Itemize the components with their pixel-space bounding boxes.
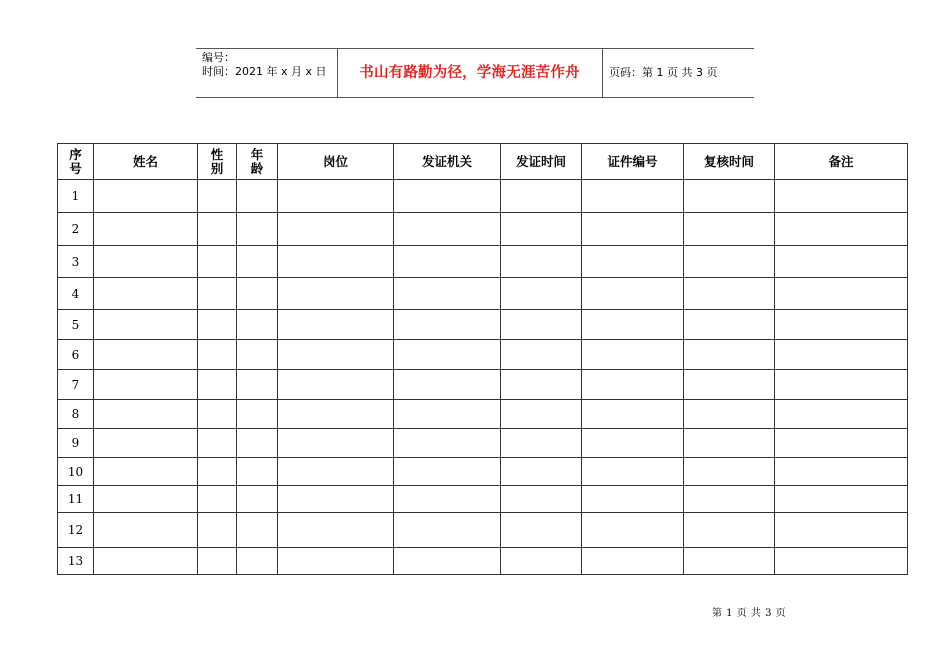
table-cell[interactable] <box>775 180 908 213</box>
row-number: 9 <box>58 429 94 458</box>
table-cell[interactable] <box>237 180 278 213</box>
table-header-row <box>58 144 908 180</box>
table-cell[interactable] <box>94 246 198 278</box>
table-cell[interactable] <box>684 278 775 310</box>
row-number: 1 <box>58 180 94 213</box>
row-number: 7 <box>58 370 94 400</box>
table-row <box>58 246 908 278</box>
table-cell[interactable] <box>501 340 582 370</box>
table-cell[interactable] <box>684 429 775 458</box>
header-meta <box>202 51 327 79</box>
table-cell[interactable] <box>237 486 278 513</box>
table-cell[interactable] <box>198 180 237 213</box>
table-cell[interactable] <box>582 180 684 213</box>
table-cell[interactable] <box>775 548 908 575</box>
table-cell[interactable] <box>394 486 501 513</box>
table-row <box>58 429 908 458</box>
table-cell[interactable] <box>394 370 501 400</box>
table-cell[interactable] <box>198 486 237 513</box>
column-header-text: 序 号 <box>69 146 82 176</box>
table-cell[interactable] <box>582 458 684 486</box>
table-cell[interactable] <box>198 370 237 400</box>
column-header-position: 岗位 <box>278 144 394 180</box>
table-cell[interactable] <box>394 548 501 575</box>
table-cell[interactable] <box>198 429 237 458</box>
table-cell[interactable] <box>501 458 582 486</box>
table-cell[interactable] <box>582 278 684 310</box>
table-cell[interactable] <box>237 429 278 458</box>
table-cell[interactable] <box>582 400 684 429</box>
table-cell[interactable] <box>94 213 198 246</box>
page-footer: 第 1 页 共 3 页 <box>712 608 787 619</box>
table-cell[interactable] <box>501 278 582 310</box>
table-cell[interactable] <box>278 370 394 400</box>
table-cell[interactable] <box>684 246 775 278</box>
table-cell[interactable] <box>198 213 237 246</box>
column-header-age <box>237 144 278 180</box>
table-cell[interactable] <box>278 246 394 278</box>
table-cell[interactable] <box>237 213 278 246</box>
table-cell[interactable] <box>237 340 278 370</box>
table-cell[interactable] <box>501 370 582 400</box>
table-cell[interactable] <box>582 213 684 246</box>
table-row <box>58 548 908 575</box>
table-cell[interactable] <box>198 513 237 548</box>
table-cell[interactable] <box>394 246 501 278</box>
table-cell[interactable] <box>198 458 237 486</box>
table-cell[interactable] <box>278 278 394 310</box>
table-cell[interactable] <box>775 370 908 400</box>
column-header-certificate-number: 证件编号 <box>582 144 684 180</box>
row-number: 2 <box>58 213 94 246</box>
table-cell[interactable] <box>582 548 684 575</box>
table-row <box>58 340 908 370</box>
header-motto: 书山有路勤为径，学海无涯苦作舟 <box>359 65 580 81</box>
header-divider <box>602 49 603 97</box>
table-cell[interactable] <box>684 370 775 400</box>
row-number: 6 <box>58 340 94 370</box>
table-cell[interactable] <box>94 278 198 310</box>
column-header-review-date: 复核时间 <box>684 144 775 180</box>
table-cell[interactable] <box>394 278 501 310</box>
table-cell[interactable] <box>582 370 684 400</box>
table-cell[interactable] <box>237 370 278 400</box>
table-cell[interactable] <box>94 429 198 458</box>
table-cell[interactable] <box>775 340 908 370</box>
table-cell[interactable] <box>501 213 582 246</box>
table-cell[interactable] <box>775 429 908 458</box>
table-cell[interactable] <box>394 458 501 486</box>
table-cell[interactable] <box>582 486 684 513</box>
table-cell[interactable] <box>278 458 394 486</box>
table-row <box>58 400 908 429</box>
table-row <box>58 180 908 213</box>
table-row <box>58 513 908 548</box>
table-cell[interactable] <box>278 486 394 513</box>
table-row <box>58 486 908 513</box>
table-cell[interactable] <box>394 180 501 213</box>
table-cell[interactable] <box>582 340 684 370</box>
table-cell[interactable] <box>278 180 394 213</box>
table-cell[interactable] <box>198 340 237 370</box>
column-header-text: 性 别 <box>210 146 224 176</box>
table-cell[interactable] <box>198 310 237 340</box>
table-cell[interactable] <box>278 213 394 246</box>
table-cell[interactable] <box>94 400 198 429</box>
table-cell[interactable] <box>684 310 775 340</box>
table-cell[interactable] <box>394 400 501 429</box>
table-cell[interactable] <box>94 548 198 575</box>
table-cell[interactable] <box>775 310 908 340</box>
table-row <box>58 370 908 400</box>
table-cell[interactable] <box>394 429 501 458</box>
column-header-gender <box>198 144 237 180</box>
table-cell[interactable] <box>198 246 237 278</box>
table-cell[interactable] <box>237 548 278 575</box>
table-body <box>58 180 908 575</box>
table-cell[interactable] <box>684 513 775 548</box>
row-number: 10 <box>58 458 94 486</box>
table-cell[interactable] <box>501 486 582 513</box>
row-number: 12 <box>58 513 94 548</box>
table-cell[interactable] <box>237 400 278 429</box>
table-cell[interactable] <box>278 340 394 370</box>
table-cell[interactable] <box>582 429 684 458</box>
table-row <box>58 278 908 310</box>
table-row <box>58 458 908 486</box>
table-cell[interactable] <box>237 246 278 278</box>
table-cell[interactable] <box>684 340 775 370</box>
certificate-table <box>57 143 908 575</box>
column-header-text: 年 龄 <box>250 146 264 176</box>
table-cell[interactable] <box>94 458 198 486</box>
row-number: 5 <box>58 310 94 340</box>
table-cell[interactable] <box>94 370 198 400</box>
table-row <box>58 213 908 246</box>
table-cell[interactable] <box>775 278 908 310</box>
table-cell[interactable] <box>501 513 582 548</box>
column-header-name: 姓名 <box>94 144 198 180</box>
table-cell[interactable] <box>94 340 198 370</box>
table-cell[interactable] <box>501 246 582 278</box>
table-cell[interactable] <box>501 548 582 575</box>
table-cell[interactable] <box>684 486 775 513</box>
table-cell[interactable] <box>582 310 684 340</box>
table-cell[interactable] <box>775 486 908 513</box>
document-number-label: 编号： <box>202 51 235 64</box>
table-cell[interactable] <box>582 246 684 278</box>
document-header <box>196 48 754 98</box>
table-cell[interactable] <box>94 513 198 548</box>
table-cell[interactable] <box>684 213 775 246</box>
table-cell[interactable] <box>278 429 394 458</box>
table-cell[interactable] <box>94 486 198 513</box>
header-page-indicator: 页码：第 1 页 共 3 页 <box>609 66 718 79</box>
table-cell[interactable] <box>394 340 501 370</box>
table-cell[interactable] <box>94 180 198 213</box>
table-cell[interactable] <box>775 458 908 486</box>
table-cell[interactable] <box>501 429 582 458</box>
table-cell[interactable] <box>582 513 684 548</box>
table-row <box>58 310 908 340</box>
table-cell[interactable] <box>94 310 198 340</box>
table-cell[interactable] <box>278 400 394 429</box>
table-cell[interactable] <box>394 310 501 340</box>
column-header-index <box>58 144 94 180</box>
row-number: 11 <box>58 486 94 513</box>
table-cell[interactable] <box>775 213 908 246</box>
table-cell[interactable] <box>237 513 278 548</box>
table-cell[interactable] <box>237 458 278 486</box>
table-cell[interactable] <box>775 400 908 429</box>
table-cell[interactable] <box>501 400 582 429</box>
table-cell[interactable] <box>684 548 775 575</box>
row-number: 13 <box>58 548 94 575</box>
column-header-issue-date: 发证时间 <box>501 144 582 180</box>
table-cell[interactable] <box>198 278 237 310</box>
table-cell[interactable] <box>684 400 775 429</box>
table-cell[interactable] <box>501 310 582 340</box>
row-number: 8 <box>58 400 94 429</box>
table-cell[interactable] <box>278 513 394 548</box>
table-cell[interactable] <box>684 180 775 213</box>
table-cell[interactable] <box>684 458 775 486</box>
table-cell[interactable] <box>278 548 394 575</box>
document-date-label: 时间：2021 年 x 月 x 日 <box>202 65 327 78</box>
table-cell[interactable] <box>237 310 278 340</box>
table-cell[interactable] <box>775 513 908 548</box>
column-header-remarks: 备注 <box>775 144 908 180</box>
table-cell[interactable] <box>394 213 501 246</box>
table-cell[interactable] <box>501 180 582 213</box>
table-cell[interactable] <box>198 400 237 429</box>
table-cell[interactable] <box>278 310 394 340</box>
table-cell[interactable] <box>775 246 908 278</box>
table-cell[interactable] <box>394 513 501 548</box>
row-number: 4 <box>58 278 94 310</box>
table-cell[interactable] <box>198 548 237 575</box>
table-cell[interactable] <box>237 278 278 310</box>
column-header-issuer: 发证机关 <box>394 144 501 180</box>
row-number: 3 <box>58 246 94 278</box>
